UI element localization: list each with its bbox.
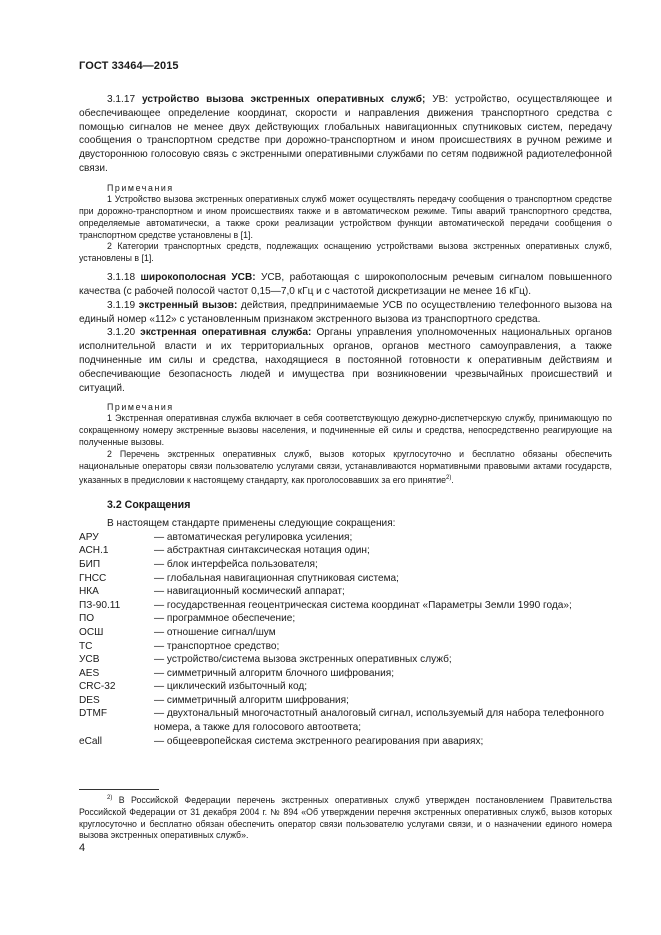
document-body: [79, 93, 612, 748]
abbreviation-term: ПО: [79, 613, 95, 625]
abbreviation-term: DES: [79, 694, 100, 706]
notes-heading: Примечания: [107, 182, 174, 193]
defined-term: широкополосная УСВ:: [140, 272, 256, 284]
note-item: [79, 449, 612, 487]
document-header: ГОСТ 33464—2015: [79, 60, 179, 72]
abbreviation-row: [79, 667, 612, 681]
section-intro: В настоящем стандарте применены следующие сокращения:: [107, 517, 396, 529]
abbreviation-term: eCall: [79, 735, 103, 747]
abbreviation-row: [79, 680, 612, 694]
abbreviation-row: [79, 544, 612, 558]
abbreviation-term: УСВ: [79, 654, 100, 666]
abbreviation-definition: — государственная геоцентрическая система координат «Параметры Земли 1990 года»;: [154, 599, 572, 611]
abbreviation-row: [79, 735, 612, 749]
note-end: .: [451, 474, 454, 485]
abbreviation-row: [79, 572, 612, 586]
abbreviation-term: НКА: [79, 586, 99, 598]
abbreviation-definition: — двухтональный многочастотный аналоговый сигнал, используемый для набора телефонного номера, а также для голосового автоответа;: [154, 708, 605, 734]
abbreviation-definition: — симметричный алгоритм шифрования;: [154, 694, 349, 706]
abbreviation-row: [79, 640, 612, 654]
defined-term: устройство вызова экстренных оперативных служб;: [142, 94, 426, 105]
footnote-mark: 2): [107, 795, 113, 801]
definition-3-1-17: [79, 93, 612, 176]
abbreviation-definition: — программное обеспечение;: [154, 613, 296, 625]
abbreviation-term: АРУ: [79, 531, 99, 543]
abbreviation-definition: — абстрактная синтаксическая нотация один;: [154, 545, 370, 557]
definition-text: действия, предпринимаемые УСВ по осуществлению телефонного вызова на единый номер «112» с установленным признаком экстренного вызова из транспортного средства.: [79, 299, 612, 325]
abbreviation-term: AES: [79, 667, 100, 679]
abbreviation-term: БИП: [79, 558, 101, 570]
abbreviation-row: [79, 531, 612, 545]
definition-3-1-20: [79, 326, 612, 395]
abbreviation-row: [79, 653, 612, 667]
definition-text: УСВ, работающая с широкополосным речевым сигналом повышенного качества (с рабочей полосой частот 0,15—7,0 кГц и с частотой дискретизации не менее 16 кГц).: [79, 272, 613, 298]
abbreviation-term: ГНСС: [79, 572, 107, 584]
abbreviation-definition: — отношение сигнал/шум: [154, 626, 276, 638]
note-item: 2 Категории транспортных средств, подлежащих оснащению устройствами вызова экстренных оперативных служб, установлены в [1].: [79, 241, 612, 264]
definition-3-1-19: [79, 299, 612, 327]
note-item: 1 Экстренная оперативная служба включает в себя соответствующую дежурно-диспетчерскую службу, принимающую по сокращенному номеру экстренные вызовы населения, и подчиненные ей силы и средства, непосредственно реагирующие на полученные вызовы.: [79, 413, 612, 448]
abbreviation-term: ПЗ-90.11: [79, 599, 121, 611]
abbreviation-definition: — автоматическая регулировка усиления;: [154, 531, 353, 543]
defined-term: экстренная оперативная служба:: [140, 327, 312, 339]
clause-number: 3.1.18: [107, 272, 136, 284]
footnote-ref[interactable]: 2): [446, 474, 452, 481]
abbreviation-definition: — устройство/система вызова экстренных оперативных служб;: [154, 654, 452, 666]
abbreviation-row: [79, 612, 612, 626]
abbreviation-definition: — транспортное средство;: [154, 640, 280, 652]
clause-number: 3.1.17: [107, 94, 136, 105]
abbreviation-definition: — блок интерфейса пользователя;: [154, 558, 318, 570]
abbreviation-row: [79, 599, 612, 613]
abbreviation-row: [79, 626, 612, 640]
abbreviation-row: [79, 585, 612, 599]
section-heading: 3.2 Сокращения: [107, 498, 191, 511]
footnote: [79, 793, 612, 842]
note-item: 1 Устройство вызова экстренных оперативных служб может осуществлять передачу сообщения о транспортном средстве при дорожно-транспортном и ином происшествиях также и в автоматическом режиме. Типы аварий транспортного средства, определяемые автоматически, а также сроки реализации устройством функции автоматической передачи сообщения о транспортном средстве установлены в [1].: [79, 193, 612, 240]
abbreviation-definition: — общеевропейская система экстренного реагирования при авариях;: [154, 735, 484, 747]
definition-3-1-18: [79, 271, 612, 299]
clause-number: 3.1.20: [107, 327, 136, 339]
abbreviation-definition: — глобальная навигационная спутниковая система;: [154, 572, 399, 584]
definition-text: Органы управления уполномоченных национальных органов исполнительной власти и их территориальных органов, органов местного самоуправления, а также подчиненные им силы и средства, находящиеся в постоянной готовности к оперативным действиям и обеспечивающие безопасность людей и имущества при возникновении чрезвычайных происшествий и ситуаций.: [79, 327, 612, 394]
abbreviation-term: АСН.1: [79, 545, 109, 557]
defined-term: экстренный вызов:: [138, 299, 238, 311]
abbreviation-term: ОСШ: [79, 626, 104, 638]
page-number: 4: [79, 842, 86, 854]
footnote-text: В Российской Федерации перечень экстренных оперативных служб утвержден постановлением Правительства Российской Федерации от 31 декабря 2004 г. № 894 «Об утверждении перечня экстренных оперативных служб, вызов которых круглосуточно и бесплатно обязан обеспечить оператор связи пользователю услугами связи, и о назначении единого номера вызова экстренных оперативных служб».: [79, 794, 612, 841]
abbreviation-list: [79, 531, 612, 749]
abbreviation-definition: — циклический избыточный код;: [154, 681, 308, 693]
abbreviation-row: [79, 694, 612, 708]
abbreviation-definition: — симметричный алгоритм блочного шифрования;: [154, 667, 395, 679]
definition-text: УВ: устройство, осуществляющее и обеспечивающее определение координат, скорости и направления движения транспортного средства с помощью сигналов не менее двух действующих глобальных навигационных спутниковых систем, передачу сообщения о транспортном средстве при дорожно-транспортном и ином происшествиях в ручном режиме и двустороннюю голосовую связь с экстренными оперативными службами по сетям подвижной радиотелефонной связи.: [79, 94, 612, 174]
note-text: 2 Перечень экстренных оперативных служб, вызов которых круглосуточно и бесплатно обязаны обеспечить национальные операторы связи пользователю услугами связи, устанавливаются нормативными правовыми актами государств, указанных в предисловии к настоящему стандарту, как проголосовавших за его принятие: [79, 449, 612, 485]
notes-heading: Примечания: [107, 402, 174, 413]
abbreviation-term: DTMF: [79, 708, 108, 720]
abbreviation-row: [79, 558, 612, 572]
clause-number: 3.1.19: [107, 299, 136, 311]
abbreviation-row: [79, 707, 612, 734]
abbreviation-term: CRC-32: [79, 681, 116, 693]
abbreviation-definition: — навигационный космический аппарат;: [154, 586, 345, 598]
footnote-separator: [79, 789, 159, 790]
abbreviation-term: ТС: [79, 640, 93, 652]
